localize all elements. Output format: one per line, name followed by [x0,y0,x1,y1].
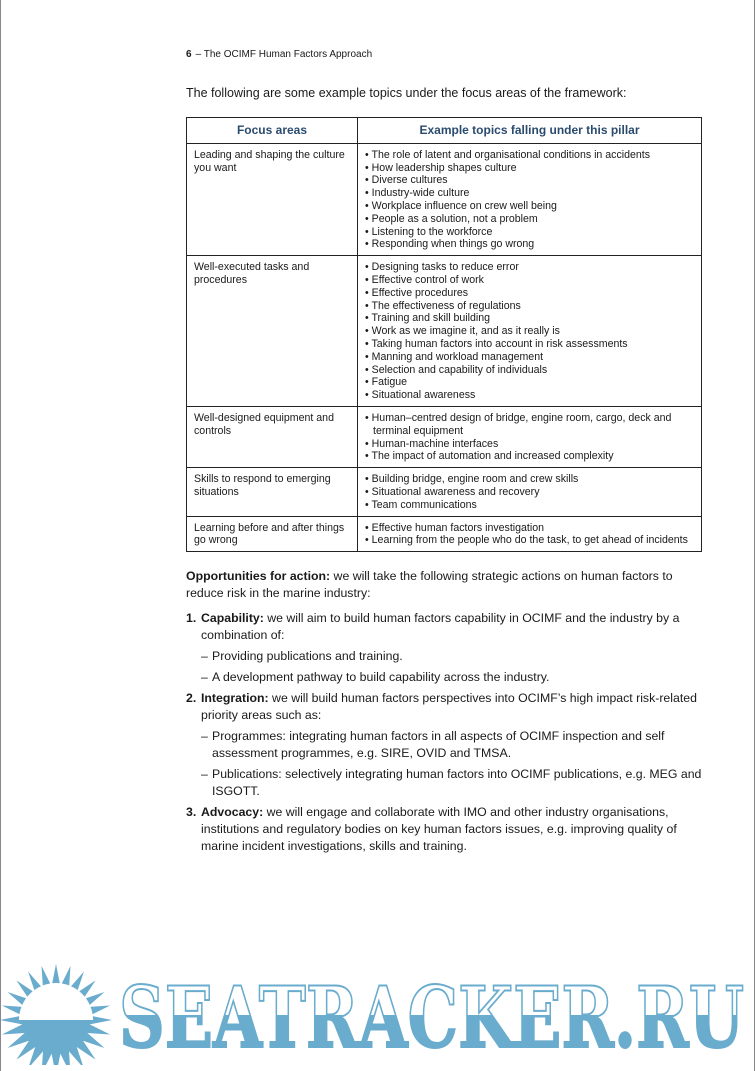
table-row [187,143,702,255]
sub-item-text: Programmes: integrating human factors in all aspects of OCIMF inspection and self assessment programmes, e.g. SIRE, OVID and TMSA. [212,729,665,761]
content-flow [186,117,706,859]
topic-item: • People as a solution, not a problem [365,213,694,226]
topics-cell [358,143,702,255]
table-row [187,468,702,516]
table-row [187,516,702,552]
topic-item: • Effective control of work [365,274,694,287]
topic-item: • Manning and workload management [365,351,694,364]
topic-item: • Human-machine interfaces [365,438,694,451]
sub-item [201,728,706,762]
focus-area-cell: Well-executed tasks and procedures [187,256,358,407]
separator: – [195,49,202,60]
topic-item: • Training and skill building [365,312,694,325]
sub-item [201,766,706,800]
dash: – [201,729,208,744]
topic-item: • Designing tasks to reduce error [365,261,694,274]
topic-item: • Selection and capability of individuals [365,364,694,377]
action-item [186,610,706,686]
item-lead: Capability: [201,611,264,626]
dash: – [201,767,208,782]
action-item [186,804,706,855]
topic-item: • Work as we imagine it, and as it really is [365,325,694,338]
topic-item: • Listening to the workforce [365,226,694,239]
dash: – [201,670,208,685]
col-header: Focus areas [187,118,358,144]
col-header: Example topics falling under this pillar [358,118,702,144]
topic-item: • The role of latent and organisational conditions in accidents [365,149,694,162]
topic-item: • Industry-wide culture [365,187,694,200]
topic-item: • Situational awareness and recovery [365,486,694,499]
topic-item: • The impact of automation and increased complexity [365,450,694,463]
topic-item: • Effective human factors investigation [365,522,694,535]
sub-item [201,648,706,665]
focus-area-cell: Well-designed equipment and controls [187,406,358,467]
page-number: 6 [186,49,192,60]
topic-item: • Situational awareness [365,389,694,402]
topic-item: • Workplace influence on crew well being [365,200,694,213]
item-number: 1. [186,611,197,626]
sub-item [201,669,706,686]
dash: – [201,649,208,664]
item-text: we will engage and collaborate with IMO and other industry organisations, institutions and regulatory bodies on key human factors issues, e.g. improving quality of marine incident investigations, skills and training. [201,805,677,854]
topic-item: • Effective procedures [365,287,694,300]
focus-area-cell: Skills to respond to emerging situations [187,468,358,516]
item-text: we will aim to build human factors capability in OCIMF and the industry by a combination of: [201,611,680,643]
item-number: 2. [186,691,197,706]
header-title: The OCIMF Human Factors Approach [203,49,373,60]
topic-item: • Fatigue [365,376,694,389]
topic-item: • Human–centred design of bridge, engine room, cargo, deck and terminal equipment [365,412,694,438]
running-header [186,49,372,60]
topics-cell [358,468,702,516]
focus-areas-table [186,117,702,552]
topic-item: • How leadership shapes culture [365,162,694,175]
topics-cell [358,256,702,407]
seatracker-watermark [1,955,755,1065]
table-row [187,406,702,467]
focus-area-cell: Learning before and after things go wrong [187,516,358,552]
topics-cell [358,406,702,467]
topic-item: • Taking human factors into account in risk assessments [365,338,694,351]
sub-item-text: Providing publications and training. [212,649,403,664]
item-lead: Integration: [201,691,269,706]
topic-item: • Team communications [365,499,694,512]
item-lead: Advocacy: [201,805,264,820]
item-number: 3. [186,805,197,820]
topics-cell [358,516,702,552]
sun-logo-icon [1,964,112,1065]
item-text: we will build human factors perspectives into OCIMF’s high impact risk-related priority areas such as: [201,691,697,723]
opportunities-lead: Opportunities for action: [186,569,331,584]
sub-item-text: A development pathway to build capability across the industry. [212,670,550,685]
watermark-text: SEATRACKER.RU [119,968,744,1065]
action-item [186,690,706,800]
focus-area-cell: Leading and shaping the culture you want [187,143,358,255]
topic-item: • The effectiveness of regulations [365,300,694,313]
topic-item: • Responding when things go wrong [365,238,694,251]
topic-item: • Building bridge, engine room and crew skills [365,473,694,486]
intro-text: The following are some example topics under the focus areas of the framework: [186,86,627,100]
sub-item-text: Publications: selectively integrating human factors into OCIMF publications, e.g. MEG and ISGOTT. [212,767,702,799]
topic-item: • Diverse cultures [365,174,694,187]
topic-item: • Learning from the people who do the task, to get ahead of incidents [365,534,694,547]
opportunities-section [186,568,706,855]
opportunities-text: we will take the following strategic actions on human factors to reduce risk in the marine industry: [186,569,673,601]
table-row [187,256,702,407]
